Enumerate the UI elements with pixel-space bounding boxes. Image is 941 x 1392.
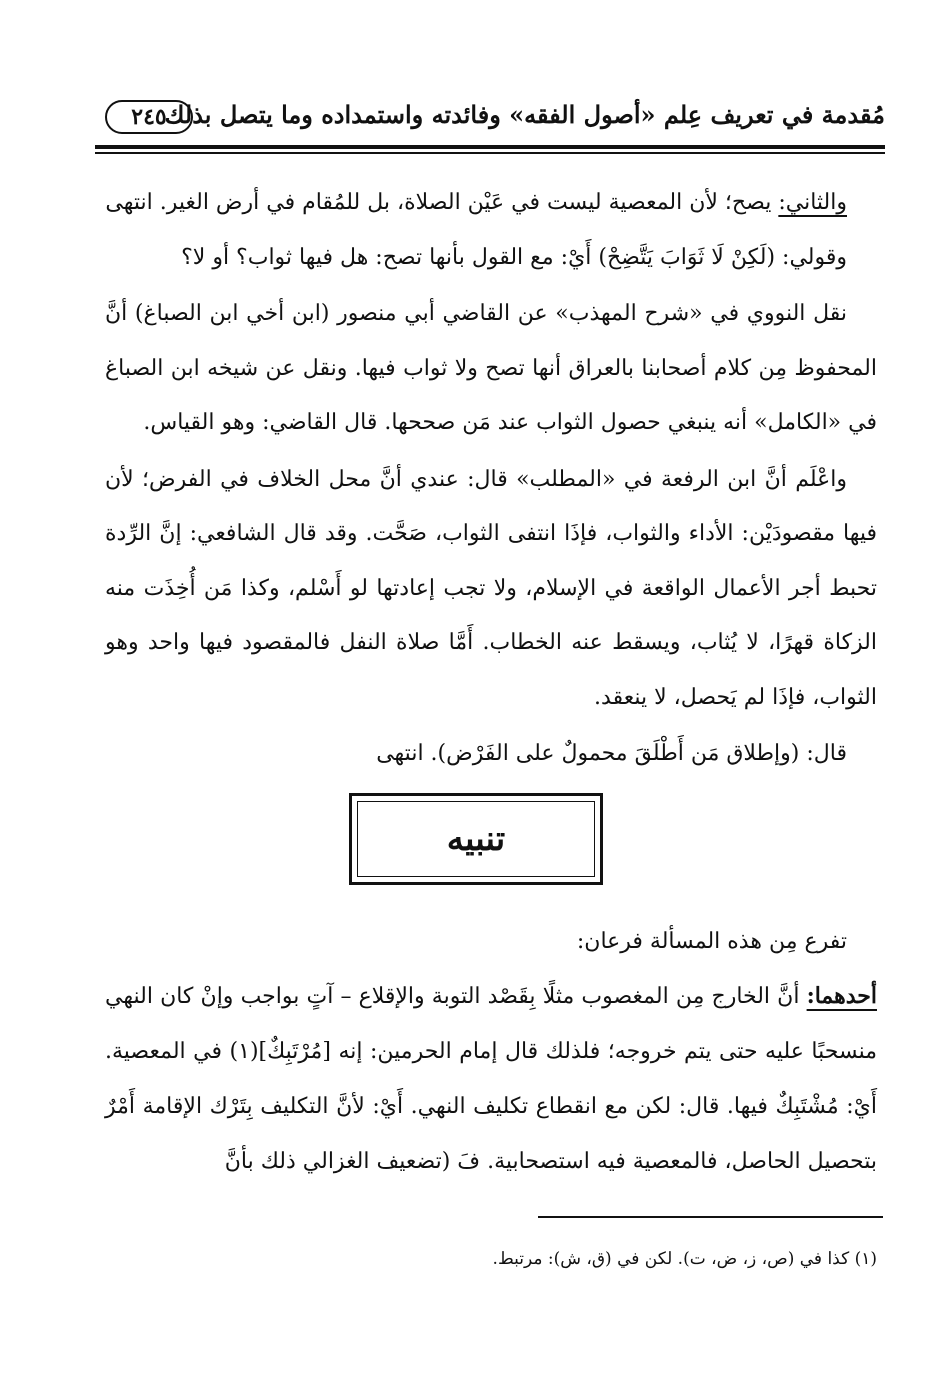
running-title: مُقدمة في تعريف عِلم «أصول الفقه» وفائدته واستمداده وما يتصل بذلك (164, 100, 885, 129)
page-header (95, 98, 885, 144)
main-text (105, 176, 877, 782)
paragraph-text: يصح؛ لأن المعصية ليست في عَيْن الصلاة، بل للمُقام في أرض الغير. انتهى (105, 190, 772, 215)
paragraph-text: وقولي: (لَكِنْ لَا ثَوَابَ يَتَّضِحْ) أَيْ: مع القول بأنها تصح: هل فيها ثواب؟ أو لا؟ (181, 244, 847, 270)
paragraph-3 (105, 287, 877, 451)
section-first-branch (105, 969, 877, 1189)
section-heading: تنبيه (357, 801, 595, 877)
footnote-rule (538, 1216, 883, 1218)
paragraph-1 (105, 176, 877, 231)
paragraph-lead: والثاني: (778, 190, 847, 215)
header-rule-thin (95, 152, 885, 154)
section-intro: تفرع مِن هذه المسألة فرعان: (576, 929, 847, 954)
paragraph-2 (105, 231, 877, 286)
branch-text: أنَّ الخارج مِن المغصوب مثلًا بِقَصْد التوبة والإقلاع – آتٍ بواجب وإنْ كان النهي منسحبًا عليه حتى يتم خروجه؛ فلذلك قال إمام الحرمين: إنه [مُرْتَبِكٌ](١) في المعصية. أَيْ: مُشْتَبِكٌ فيها. قال: لكن مع انقطاع تكليف النهي. أَيْ: لأنَّ التكليف بِتَرْك الإقامة أَمْرٌ بتحصيل الحاصل، فالمعصية فيه استصحابية. فَ (تضعيف الغزالي ذلك بأنَّ (105, 984, 878, 1174)
footnote: (١) كذا في (ص، ز، ض، ت). لكن في (ق، ش): مرتبط. (492, 1249, 877, 1269)
page-number-badge: ٢٤٥ (105, 100, 193, 134)
branch-label: أحدهما: (806, 983, 877, 1009)
paragraph-text: قال: (وإطلاق مَن أَطْلَقَ محمولٌ على الفَرْض). انتهى (376, 741, 847, 766)
header-rule-thick (95, 145, 885, 149)
section-heading-wrap (0, 793, 941, 893)
paragraph-text: واعْلَم أنَّ ابن الرفعة في «المطلب» قال: عندي أنَّ محل الخلاف في الفرض؛ لأن فيها مقصودَيْن: الأداء والثواب، فإذَا انتفى الثواب، صَحَّت. وقد قال الشافعي: إنَّ الرِّدة تحبط أجر الأعمال الواقعة في الإسلام، ولا تجب إعادتها لو أَسْلم، وكذا مَن أُخِذَت منه الزكاة قهرًا، لا يُثاب، ويسقط عنه الخطاب. أَمَّا صلاة النفل فالمقصود فيها واحد وهو الثواب، فإذَا لم يَحصل، لا ينعقد. (105, 466, 877, 710)
section-text (105, 914, 877, 1189)
paragraph-5 (105, 727, 877, 782)
paragraph-4 (105, 453, 877, 726)
paragraph-text: نقل النووي في «شرح المهذب» عن القاضي أبي منصور (ابن أخي ابن الصباغ) أنَّ المحفوظ مِن كلام أصحابنا بالعراق أنها تصح ولا ثواب فيها. ونقل عن شيخه ابن الصباغ في «الكامل» أنه ينبغي حصول الثواب عند مَن صححها. قال القاضي: وهو القياس. (105, 301, 877, 435)
section-heading-box (349, 793, 603, 885)
